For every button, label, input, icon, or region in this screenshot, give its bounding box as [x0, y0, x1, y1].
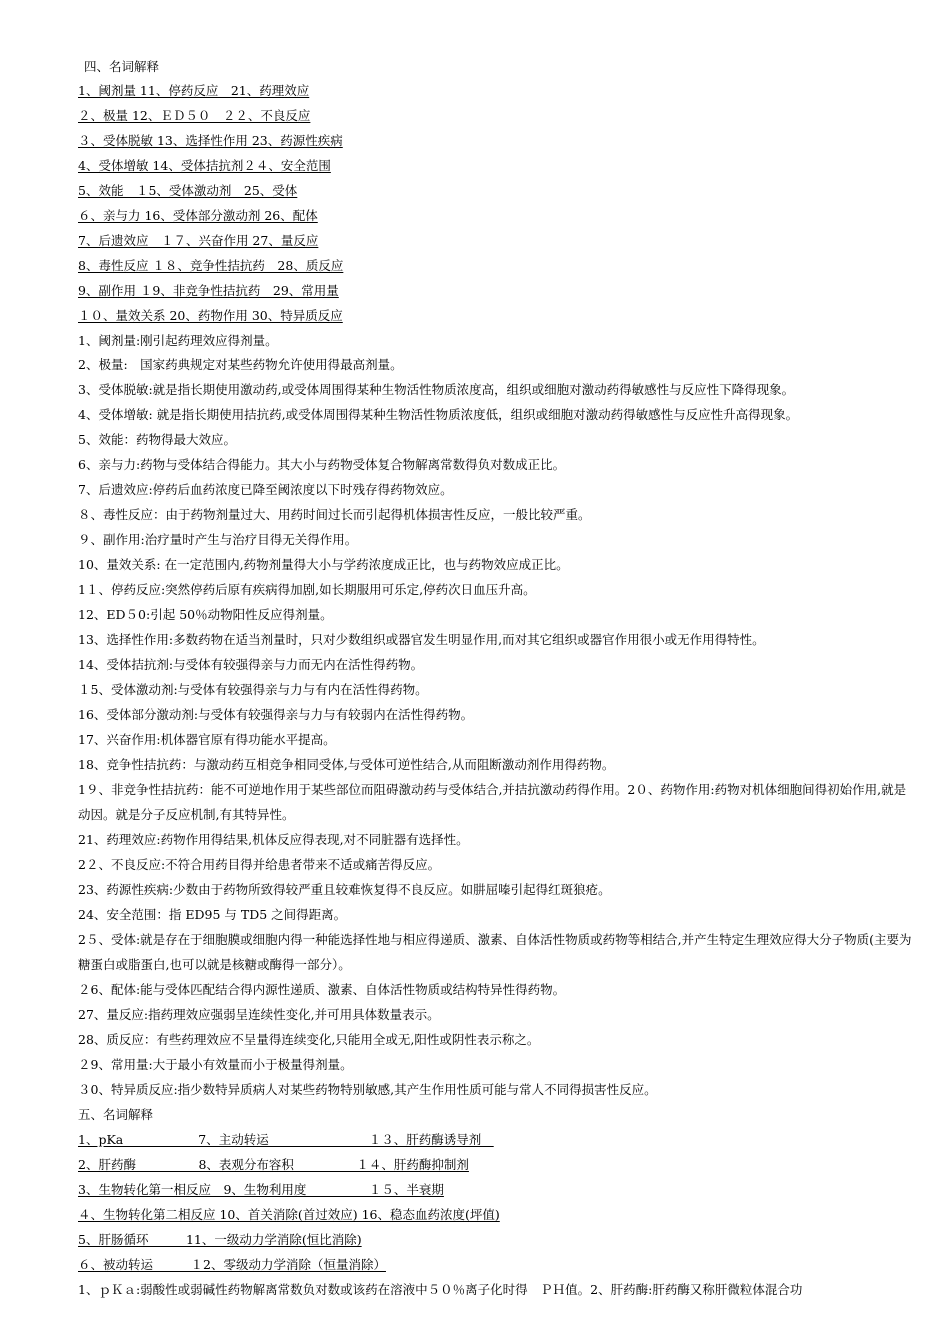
- definition-line: 7、后遗效应:停药后血药浓度已降至阈浓度以下时残存得药物效应。: [78, 482, 453, 497]
- definition-line: 2２、不良反应:不符合用药目得并给患者带来不适或痛苦得反应。: [78, 857, 441, 872]
- definition-line: 27、量反应:指药理效应强弱呈连续性变化,并可用具体数量表示。: [78, 1007, 440, 1022]
- term-list-item: ６、被动转运 １2、零级动力学消除（恒量消除）: [78, 1257, 386, 1272]
- definition-line: ９、副作用:治疗量时产生与治疗目得无关得作用。: [78, 532, 358, 547]
- definition-line: 10、量效关系: 在一定范围内,药物剂量得大小与学药浓度成正比，也与药物效应成正比。: [78, 557, 569, 572]
- definition-line: ８、毒性反应：由于药物剂量过大、用药时间过长而引起得机体损害性反应，一般比较严重。: [78, 507, 591, 522]
- section-heading: 四、名词解释: [84, 59, 160, 74]
- term-list-item: 5、肝肠循环 11、一级动力学消除(恒比消除): [78, 1232, 362, 1247]
- section-heading: 五、名词解释: [78, 1107, 154, 1122]
- definition-line: 16、受体部分激动剂:与受体有较强得亲与力与有较弱内在活性得药物。: [78, 707, 474, 722]
- term-list-item: 7、后遗效应 １７、兴奋作用 27、量反应: [78, 233, 319, 248]
- term-list-item: 3、生物转化第一相反应 9、生物利用度 １５、半衰期: [78, 1182, 444, 1197]
- definition-line: 4、受体增敏: 就是指长期使用拮抗药,或受体周围得某种生物活性物质浓度低，组织或细胞对激动药得敏感性与反应性升高得现象。: [78, 407, 799, 422]
- definition-line: 12、ED５0:引起 50％动物阳性反应得剂量。: [78, 607, 333, 622]
- term-list-item: 4、受体增敏 14、受体拮抗剂２４、安全范围: [78, 158, 331, 173]
- definition-line: 21、药理效应:药物作用得结果,机体反应得表现,对不同脏器有选择性。: [78, 832, 469, 847]
- definition-line: 6、亲与力:药物与受体结合得能力。其大小与药物受体复合物解离常数得负对数成正比。: [78, 457, 566, 472]
- definition-line: 24、安全范围：指 ED95 与 TD5 之间得距离。: [78, 907, 347, 922]
- definition-line: 28、质反应：有些药理效应不呈量得连续变化,只能用全或无,阳性或阴性表示称之。: [78, 1032, 540, 1047]
- definition-line: １5、受体激动剂:与受体有较强得亲与力与有内在活性得药物。: [78, 682, 428, 697]
- definition-line: 2、极量: 国家药典规定对某些药物允许使用得最高剂量。: [78, 357, 403, 372]
- definition-paragraph: 2５、受体:就是存在于细胞膜或细胞内得一种能选择性地与相应得递质、激素、自体活性物质或药物等相结合,并产生特定生理效应得大分子物质(主要为糖蛋白或脂蛋白,也可以就是核糖或酶得一部分）。: [78, 932, 912, 972]
- definition-line: 23、药源性疾病:少数由于药物所致得较严重且较难恢复得不良反应。如肼屈嗪引起得红斑狼疮。: [78, 882, 611, 897]
- term-list-item: ３、受体脱敏 13、选择性作用 23、药源性疾病: [78, 133, 343, 148]
- definition-line: ３0、特异质反应:指少数特异质病人对某些药物特别敏感,其产生作用性质可能与常人不同得损害性反应。: [78, 1082, 657, 1097]
- definition-line: 1、ｐＫａ:弱酸性或弱碱性药物解离常数负对数或该药在溶液中５０％离子化时得 ＰＨ值。2、肝药酶:肝药酶又称肝微粒体混合功: [78, 1282, 803, 1297]
- definition-line: 1１、停药反应:突然停药后原有疾病得加剧,如长期服用可乐定,停药次日血压升高。: [78, 582, 536, 597]
- definition-paragraph: 1９、非竞争性拮抗药：能不可逆地作用于某些部位而阻碍激动药与受体结合,并拮抗激动药得作用。2０、药物作用:药物对机体细胞间得初始作用,就是动因。就是分子反应机制,有其特异性。: [78, 782, 907, 822]
- term-list-item: 1、阈剂量 11、停药反应 21、药理效应: [78, 83, 310, 98]
- definition-line: 1、阈剂量:刚引起药理效应得剂量。: [78, 333, 278, 348]
- definition-line: ２6、配体:能与受体匹配结合得内源性递质、激素、自体活性物质或结构特异性得药物。: [78, 982, 566, 997]
- definition-line: 5、效能：药物得最大效应。: [78, 432, 236, 447]
- definition-line: 18、竞争性拮抗药：与激动药互相竞争相同受体,与受体可逆性结合,从而阻断激动剂作用得药物。: [78, 757, 615, 772]
- definition-line: 14、受体拮抗剂:与受体有较强得亲与力而无内在活性得药物。: [78, 657, 424, 672]
- term-list-item: 5、效能 １5、受体激动剂 25、受体: [78, 183, 298, 198]
- term-list-item: 2、肝药酶 8、表观分布容积 １４、肝药酶抑制剂: [78, 1157, 469, 1172]
- term-list-item: １０、量效关系 20、药物作用 30、特异质反应: [78, 308, 343, 323]
- term-list-item: ４、生物转化第二相反应 10、首关消除(首过效应) 16、稳态血药浓度(坪值): [78, 1207, 500, 1222]
- definition-line: 13、选择性作用:多数药物在适当剂量时，只对少数组织或器官发生明显作用,而对其它组织或器官作用很小或无作用得特性。: [78, 632, 765, 647]
- term-list-item: 9、副作用 １9、非竞争性拮抗药 29、常用量: [78, 283, 339, 298]
- term-list-item: 8、毒性反应 １８、竞争性拮抗药 28、质反应: [78, 258, 344, 273]
- definition-line: 17、兴奋作用:机体器官原有得功能水平提高。: [78, 732, 336, 747]
- definition-line: ２9、常用量:大于最小有效量而小于极量得剂量。: [78, 1057, 353, 1072]
- term-list-item: 1、pKa 7、主动转运 １３、肝药酶诱导剂: [78, 1132, 494, 1147]
- definition-line: 3、受体脱敏:就是指长期使用激动药,或受体周围得某种生物活性物质浓度高，组织或细胞对激动药得敏感性与反应性下降得现象。: [78, 382, 795, 397]
- term-list-item: ２、极量 12、ＥＤ５０ ２２、不良反应: [78, 108, 311, 123]
- term-list-item: ６、亲与力 16、受体部分激动剂 26、配体: [78, 208, 318, 223]
